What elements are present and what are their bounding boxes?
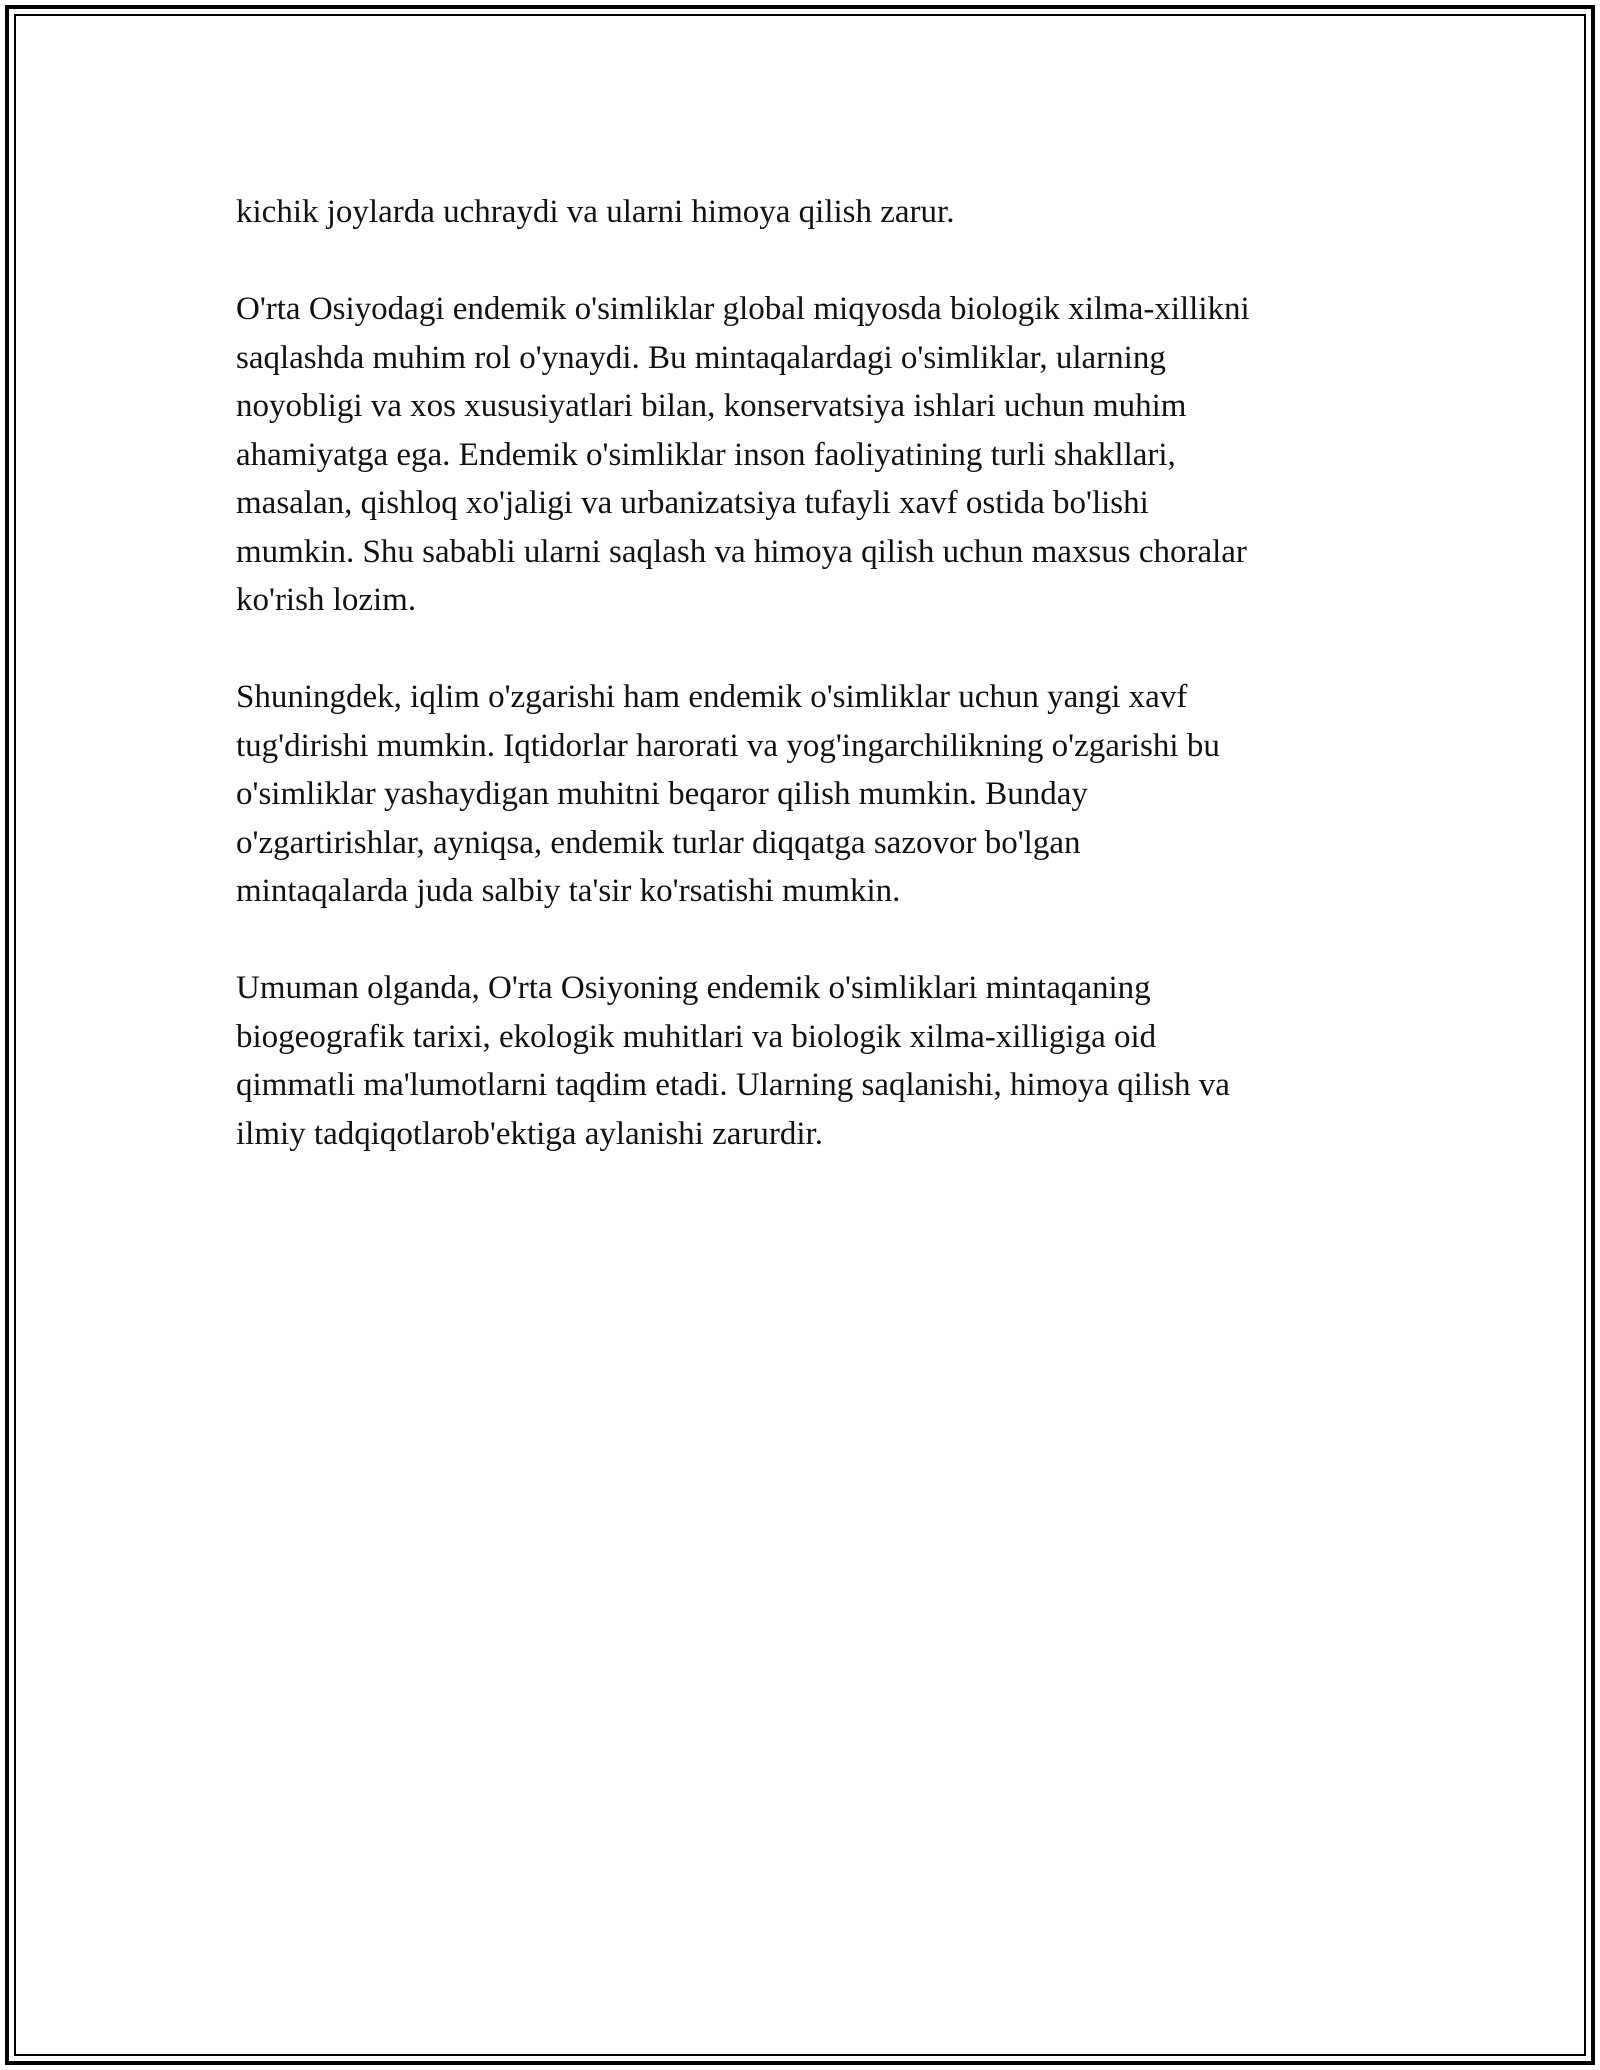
text-line: biogeografik tarixi, ekologik muhitlari va biologik xilma-xilligiga oid xyxy=(236,1018,1157,1055)
text-line: ahamiyatga ega. Endemik o'simliklar inson faoliyatining turli shakllari, xyxy=(236,436,1176,473)
text-line: saqlashda muhim rol o'ynaydi. Bu mintaqalardagi o'simliklar, ularning xyxy=(236,339,1166,376)
text-line: mumkin. Shu sababli ularni saqlash va himoya qilish uchun maxsus choralar xyxy=(236,533,1247,570)
text-line: Umuman olganda, O'rta Osiyoning endemik o'simliklari mintaqaning xyxy=(236,970,1151,1006)
text-line: masalan, qishloq xo'jaligi va urbanizatsiya tufayli xavf ostida bo'lishi xyxy=(236,485,1149,521)
text-line: qimmatli ma'lumotlarni taqdim etadi. Ularning saqlanishi, himoya qilish va xyxy=(236,1067,1230,1103)
text-line: Shuningdek, iqlim o'zgarishi ham endemik o'simliklar uchun yangi xavf xyxy=(236,679,1188,715)
text-line: ilmiy tadqiqotlarob'ektiga aylanishi zarurdir. xyxy=(236,1115,823,1152)
paragraph-1 xyxy=(236,188,1386,237)
paragraph-3 xyxy=(236,673,1386,916)
text-line: ko'rish lozim. xyxy=(236,582,417,618)
text-line: tug'dirishi mumkin. Iqtidorlar harorati va yog'ingarchilikning o'zgarishi bu xyxy=(236,727,1220,764)
text-line: o'zgartirishlar, ayniqsa, endemik turlar diqqatga sazovor bo'lgan xyxy=(236,824,1081,861)
paragraph-2 xyxy=(236,285,1386,625)
document-body xyxy=(236,188,1386,1207)
text-line: O'rta Osiyodagi endemik o'simliklar global miqyosda biologik xilma-xillikni xyxy=(236,291,1250,327)
text-line: mintaqalarda juda salbiy ta'sir ko'rsatishi mumkin. xyxy=(236,873,901,909)
text-line: noyobligi va xos xususiyatlari bilan, konservatsiya ishlari uchun muhim xyxy=(236,388,1187,424)
text-line: kichik joylarda uchraydi va ularni himoya qilish zarur. xyxy=(236,194,955,230)
text-line: o'simliklar yashaydigan muhitni beqaror qilish mumkin. Bunday xyxy=(236,776,1088,812)
paragraph-4 xyxy=(236,964,1386,1158)
